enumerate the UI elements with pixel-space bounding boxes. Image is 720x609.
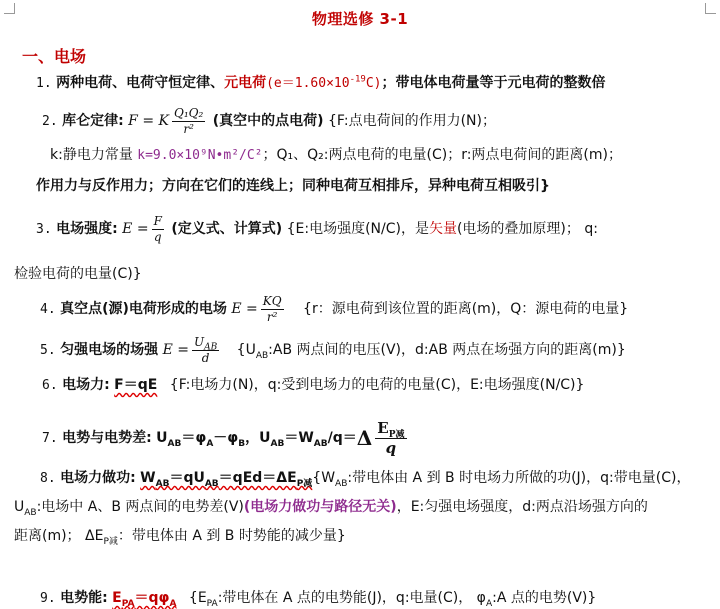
page-title: 物理选修 3-1 — [311, 10, 409, 28]
uniform-field-fraction: $\frac{U_{AB}}{d}$ — [193, 334, 218, 365]
item-7: 7. 电势与电势差: $U_{AB}=\varphi_A-\varphi_B$，$U_{AB}=W_{AB}/q=\Delta$ $\frac{E_{P减}}{q}$ — [42, 418, 405, 457]
item-1: 1. 两种电荷、电荷守恒定律、元电荷$(e=1.60\times 10^{-19}C)$；带电体电荷量等于元电荷的整数倍 — [36, 74, 606, 91]
item-3-continued: 检验电荷的电量(C)} — [14, 266, 142, 282]
section-heading: 一、电场 — [22, 47, 87, 66]
item-8: 8. 电场力做功: $W_{AB}=qU_{AB}=qEd=\Delta E_{P减}\{W_{AB}$:带电体由 A 到 B 时电场力所做的功(J)，q:带电量(C)， — [40, 470, 691, 489]
coulomb-fraction: $\frac{\text{Q₁Q₂}}{\text{r²}}$ — [173, 105, 204, 136]
item-5: 5. 匀强电场的场强 E = $\frac{U_{AB}}{d}$ {$U_{AB}:AB$ 两点间的电压(V)，d:AB 两点在场强方向的距离(m)} — [40, 334, 626, 365]
item-6: 6. 电场力: F＝qE {F:电场力(N)，q:受到电场力的电荷的电量(C)，E:电场强度(N/C)} — [42, 377, 585, 393]
item-2-note: 作用力与反作用力；方向在它们的连线上；同种电荷互相排斥，异种电荷互相吸引} — [36, 178, 550, 194]
item-2: 2. 库仑定律: F = K $\frac{\text{Q₁Q₂}}{\text{r²}}$ (真空中的点电荷) {F:点电荷间的作用力(N)； — [42, 105, 496, 136]
item-8-line-2: $U_{AB}$:电场中 A、B 两点间的电势差(V)(电场力做功与路径无关)，E:匀强电场强度，d:两点沿场强方向的 — [14, 499, 648, 518]
item-4: 4. 真空点(源)电荷形成的电场 E = $\frac{KQ}{\text{r²}}$ {r：源电荷到该位置的距离(m)，Q：源电荷的电量} — [40, 293, 629, 324]
item-9: 9. 电势能: $E_{PA}=q\varphi_A$ {$E_{PA}$:带电体在 A 点的电势能(J)，q:电量(C)， $\varphi_A:A$ 点的电势(V)} — [40, 590, 597, 609]
item-3: 3. 电场强度: E = $\frac{F}{q}$ (定义式、计算式) {E:电场强度(N/C)，是矢量(电场的叠加原理)； q: — [36, 213, 598, 244]
field-strength-fraction: $\frac{F}{q}$ — [153, 213, 162, 244]
potential-difference-fraction: $\frac{E_{P减}}{q}$ — [377, 418, 405, 457]
item-8-line-3: 距离(m)； $\Delta E_{P减}$：带电体由 A 到 B 时势能的减少量} — [14, 528, 346, 547]
item-2-constant: k:静电力常量 k=9.0×10⁹N•m²/C²；Q₁、Q₂:两点电荷的电量(C)；r:两点电荷间的距离(m)； — [50, 147, 622, 163]
point-charge-field-fraction: $\frac{KQ}{\text{r²}}$ — [262, 293, 282, 324]
